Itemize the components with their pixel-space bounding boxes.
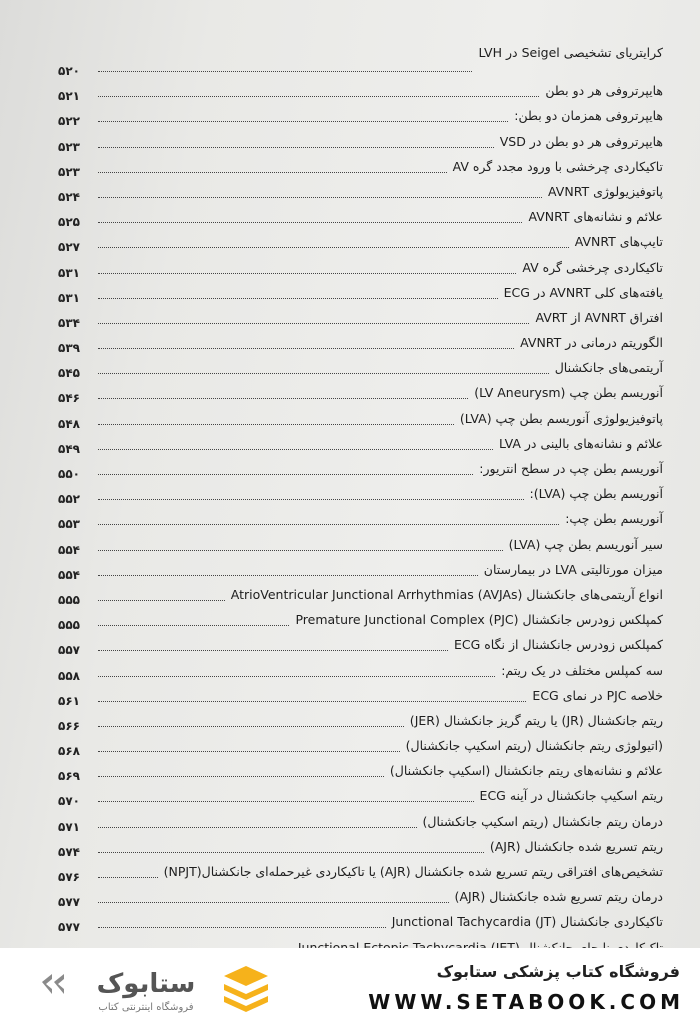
toc-leader — [98, 726, 404, 727]
toc-entry-page: ۵۲۵ — [58, 215, 80, 230]
toc-entry — [58, 106, 663, 131]
toc-entry-page: ۵۲۷ — [58, 240, 80, 255]
toc-entry — [58, 560, 663, 585]
toc-entry-page: ۵۵۵ — [58, 592, 80, 607]
brand-book-icon — [224, 966, 268, 1012]
toc-leader — [98, 424, 454, 425]
toc-entry-title: آنوریسم بطن چپ (LV Aneurysm) — [474, 385, 663, 401]
toc-leader — [98, 827, 417, 828]
toc-entry — [58, 736, 663, 761]
toc-entry-title: سه کمپلس مختلف در یک ریتم: — [501, 662, 663, 678]
toc-entry — [58, 862, 663, 887]
toc-entry — [58, 661, 663, 686]
toc-entry-page: ۵۵۲ — [58, 492, 80, 507]
toc-entry-page: ۵۷۴ — [58, 844, 80, 859]
toc-leader — [98, 776, 384, 777]
toc-entry — [58, 786, 663, 811]
toc-entry — [58, 157, 663, 182]
toc-entry — [58, 383, 663, 408]
toc-leader — [98, 71, 472, 72]
toc-entry-title: الگوریتم درمانی در AVNRT — [520, 335, 663, 351]
toc-entry-title: (اتیولوژی ریتم جانکشنال (ریتم اسکیپ جانکشنال) — [405, 738, 663, 754]
toc-entry-title: کمپلکس زودرس جانکشنال از نگاه ECG — [453, 637, 663, 653]
toc-entry-page: ۵۲۴ — [58, 189, 80, 204]
toc-entry-page: ۵۳۹ — [58, 341, 80, 356]
toc-entry-page: ۵۵۴ — [58, 542, 80, 557]
toc-entry — [58, 258, 663, 283]
toc-leader — [98, 323, 529, 324]
toc-entry — [58, 333, 663, 358]
toc-entry — [58, 812, 663, 837]
toc-entry — [58, 711, 663, 736]
toc-entry-title: میزان مورتالیتی LVA در بیمارستان — [483, 561, 663, 577]
toc-entry — [58, 509, 663, 534]
toc-entry-title: آنوریسم بطن چپ: — [565, 511, 663, 527]
toc-entry-page: ۵۷۷ — [58, 895, 80, 910]
toc-entry-title: هایپرتروفی همزمان دو بطن: — [514, 108, 663, 124]
toc-entry-title: آنوریسم بطن چپ در سطح انتریور: — [479, 461, 663, 476]
toc-entry-page: ۵۵۳ — [58, 517, 80, 532]
toc-entry — [58, 610, 663, 635]
toc-leader — [98, 625, 289, 626]
toc-leader — [98, 575, 478, 576]
toc-entry-title: علائم و نشانه‌های بالینی در LVA — [499, 435, 663, 451]
toc-leader — [98, 449, 493, 450]
toc-entry-title: تاکیکاردی چرخشی گره AV — [522, 259, 663, 275]
toc-entry-page: ۵۵۰ — [58, 467, 80, 481]
toc-entry-title: کمپلکس زودرس جانکشنال (PJC) Premature Junctional Complex — [295, 612, 663, 628]
toc-entry-page: ۵۶۶ — [58, 718, 80, 733]
setabook-logo — [28, 958, 278, 1016]
toc-leader — [98, 247, 569, 248]
toc-entry-page: ۵۳۱ — [58, 290, 80, 305]
toc-entry-page: ۵۵۸ — [58, 668, 80, 683]
toc-entry-title: سیر آنوریسم بطن چپ (LVA) — [508, 536, 663, 552]
toc-entry-title: تاکیکاردی جانکشنال (JT) Junctional Tachycardia — [391, 914, 663, 930]
toc-entry — [58, 837, 663, 862]
toc-entry-title: درمان ریتم تسریع شده جانکشنال (AJR) — [454, 889, 663, 905]
toc-leader — [98, 273, 516, 274]
toc-leader — [98, 801, 474, 802]
toc-leader — [98, 96, 539, 97]
toc-leader — [98, 373, 549, 374]
shop-url[interactable]: WWW.SETABOOK.COM — [368, 990, 684, 1014]
toc-entry-title: آریتمی‌های جانکشنال — [554, 360, 663, 376]
toc-leader — [98, 298, 498, 299]
toc-entry — [58, 912, 663, 937]
toc-entry-page: ۵۲۲ — [58, 114, 80, 129]
toc-entry-title: تاکیکاردی چرخشی با ورود مجدد گره AV — [452, 158, 663, 174]
toc-leader — [98, 902, 449, 903]
toc-entry-page: ۵۲۱ — [58, 89, 80, 104]
logo-arrows-icon — [42, 974, 64, 994]
toc-leader — [98, 877, 158, 878]
toc-leader — [98, 499, 524, 500]
toc-entry-page: ۵۳۱ — [58, 265, 80, 280]
toc-leader — [98, 197, 542, 198]
toc-entry-page: ۵۲۳ — [58, 164, 80, 179]
toc-entry-title: تایپ‌های AVNRT — [574, 234, 663, 250]
toc-leader — [98, 927, 386, 928]
toc-entry — [58, 761, 663, 786]
toc-leader — [98, 474, 473, 475]
toc-entry-page: ۵۴۹ — [58, 441, 80, 456]
toc-entry-page: ۵۷۷ — [58, 920, 80, 935]
toc-entry-page: ۵۷۱ — [58, 819, 80, 834]
toc-leader — [98, 550, 503, 551]
toc-leader — [98, 676, 495, 677]
toc-entry-page: ۵۶۹ — [58, 769, 80, 784]
toc-entry-title: آنوریسم بطن چپ (LVA): — [529, 486, 663, 502]
toc-leader — [98, 600, 225, 601]
toc-entry — [58, 308, 663, 333]
toc-entry-title: ریتم تسریع شده جانکشنال (AJR) — [489, 838, 663, 854]
toc-leader — [98, 172, 447, 173]
toc-entry — [58, 358, 663, 383]
toc-entry-page: ۵۶۸ — [58, 744, 80, 759]
toc-entry — [58, 459, 663, 484]
toc-entry-title: درمان ریتم جانکشنال (ریتم اسکیپ جانکشنال) — [422, 813, 663, 829]
toc-entry-title: تشخیص‌های افتراقی ریتم تسریع شده جانکشنال (AJR) یا تاکیکاردی غیرحمله‌ای جانکشنال(NPJT) — [163, 864, 663, 879]
toc-leader — [98, 852, 484, 853]
toc-entry-page: ۵۵۵ — [58, 618, 80, 633]
toc-leader — [98, 222, 522, 223]
toc-entry-page: ۵۲۰ — [58, 64, 80, 78]
toc-entry-page: ۵۵۴ — [58, 567, 80, 582]
toc-entry — [58, 535, 663, 560]
toc-leader — [98, 701, 526, 702]
toc-entry-page: ۵۲۳ — [58, 139, 80, 154]
toc-entry — [58, 635, 663, 660]
toc-entry — [58, 132, 663, 157]
toc-entry — [58, 585, 663, 610]
toc-entry-title: پاتوفیزیولوژی آنوریسم بطن چپ (LVA) — [459, 410, 663, 426]
toc-entry-title: کرایتریای تشخیصی Seigel در LVH — [478, 45, 663, 60]
toc-entry — [58, 182, 663, 207]
logo-text: ستابوک — [96, 969, 196, 999]
shop-name: فروشگاه کتاب پزشکی ستابوک — [436, 962, 680, 981]
toc-leader — [98, 524, 559, 525]
toc-entry-title: علائم و نشانه‌های AVNRT — [528, 209, 663, 225]
toc-entry-title: خلاصه PJC در نمای ECG — [532, 687, 663, 703]
toc-entry — [58, 45, 663, 81]
toc-entry — [58, 434, 663, 459]
toc-entry-title: یافته‌های کلی AVNRT در ECG — [503, 284, 663, 300]
toc-leader — [98, 650, 448, 651]
toc-entry-page: ۵۴۸ — [58, 416, 80, 431]
logo-subtext: فروشگاه اینترنتی کتاب — [98, 1002, 194, 1013]
toc-entry-title: انواع آریتمی‌های جانکشنال (AVJAs) AtrioVentricular Junctional Arrhythmias — [230, 586, 663, 602]
toc-entry — [58, 686, 663, 711]
toc-entry — [58, 484, 663, 509]
toc-leader — [98, 147, 494, 148]
toc-leader — [98, 751, 400, 752]
toc-entry-page: ۵۷۰ — [58, 794, 80, 809]
toc-entry-title: ریتم جانکشنال (JR) یا ریتم گریز جانکشنال (JER) — [409, 712, 663, 728]
toc-entry — [58, 283, 663, 308]
toc-leader — [98, 398, 468, 399]
toc-entry-title: علائم و نشانه‌های ریتم جانکشنال (اسکیپ جانکشنال) — [389, 763, 663, 779]
toc-entry — [58, 409, 663, 434]
toc-entry-title: ریتم اسکیپ جانکشنال در آینه ECG — [479, 788, 663, 804]
toc-entry-page: ۵۴۵ — [58, 366, 80, 381]
toc-entry-title: پاتوفیزیولوژی AVNRT — [548, 183, 663, 199]
toc-entry — [58, 81, 663, 106]
toc-entry — [58, 207, 663, 232]
toc-entry-title: افتراق AVNRT از AVRT — [535, 309, 663, 325]
toc-entry-page: ۵۷۶ — [58, 870, 80, 884]
toc-entry-page: ۵۳۴ — [58, 315, 80, 330]
toc-entry-page: ۵۴۶ — [58, 391, 80, 406]
toc-leader — [98, 121, 508, 122]
toc-entry-page: ۵۶۱ — [58, 693, 80, 708]
toc-entry — [58, 232, 663, 257]
toc-leader — [98, 348, 514, 349]
table-of-contents — [58, 45, 663, 963]
toc-entry — [58, 887, 663, 912]
toc-entry-page: ۵۵۷ — [58, 643, 80, 658]
toc-entry-title: هایپرتروفی هر دو بطن در VSD — [499, 133, 663, 149]
toc-entry-title: هایپرتروفی هر دو بطن — [545, 83, 663, 99]
